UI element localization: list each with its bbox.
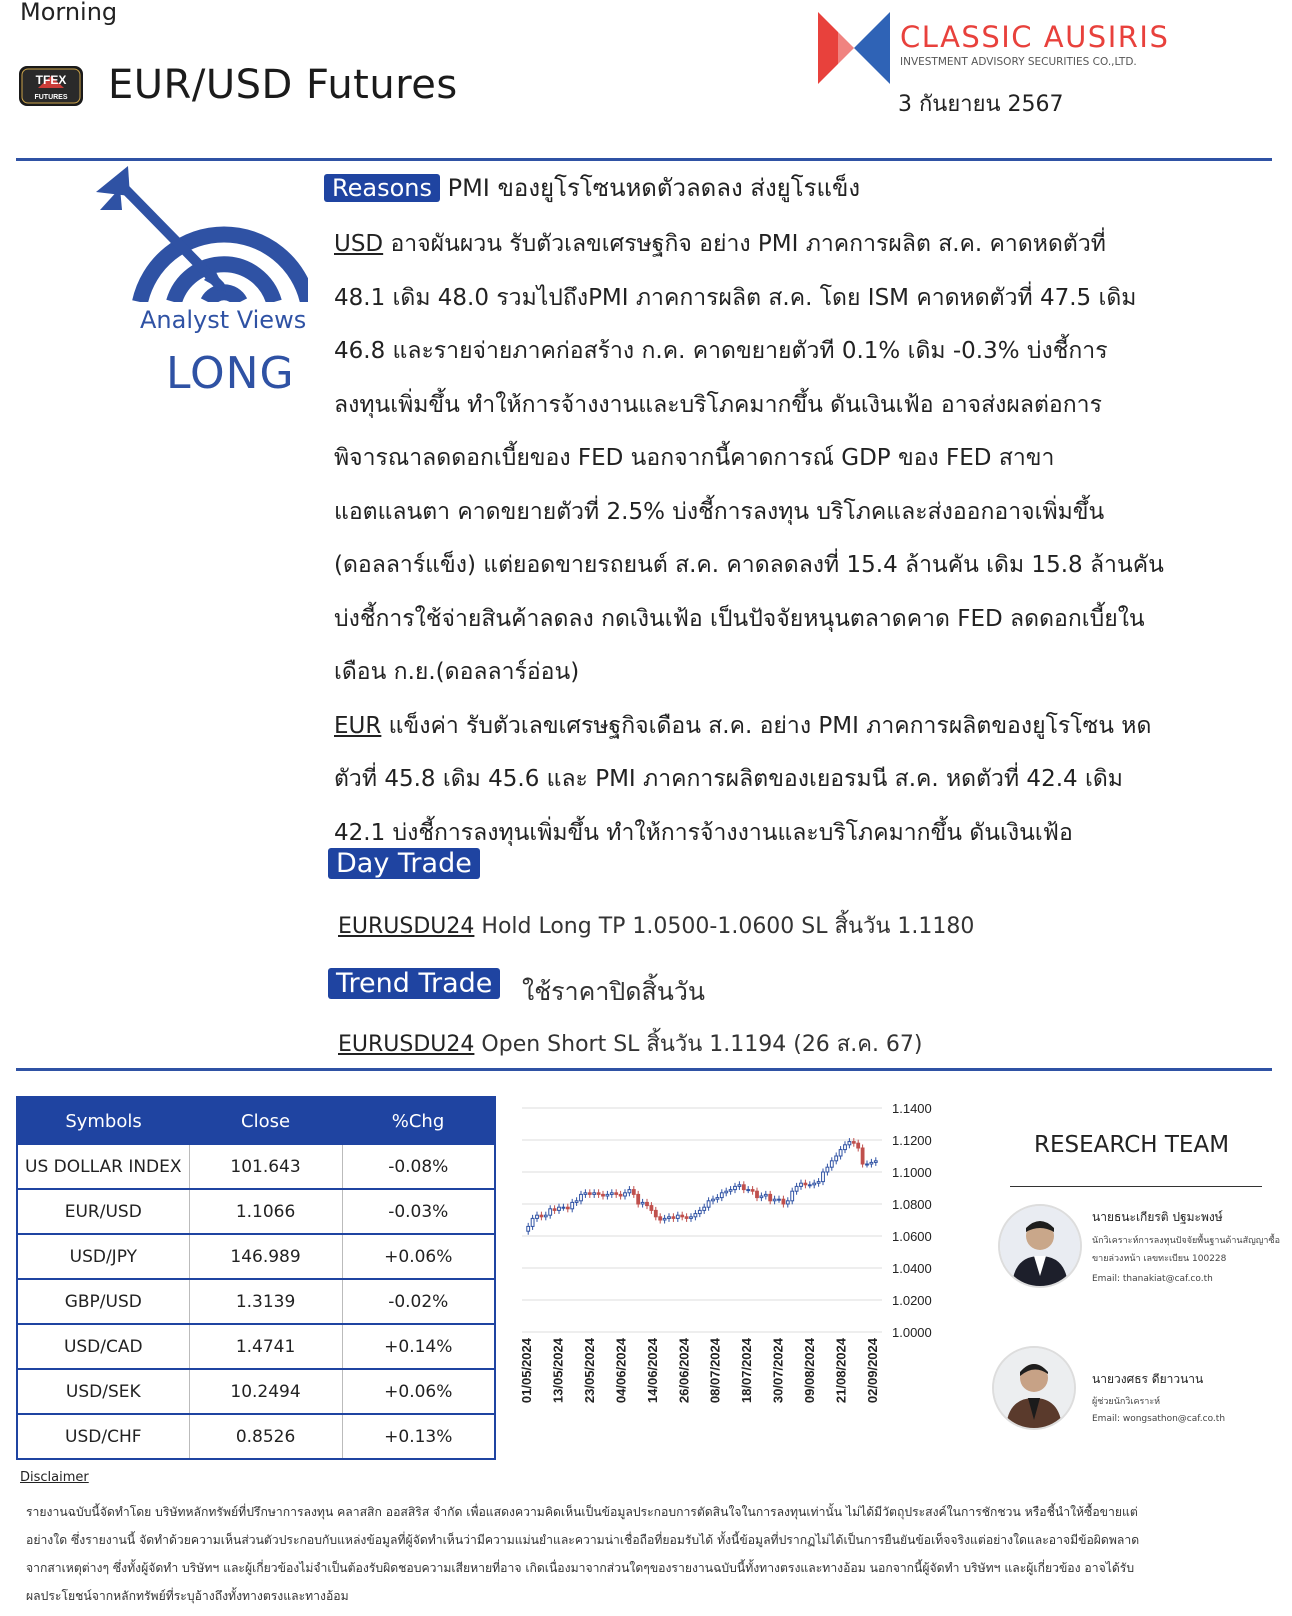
x-tick-label: 01/05/2024 — [519, 1338, 534, 1404]
x-tick-label: 23/05/2024 — [581, 1338, 597, 1404]
candle-body — [597, 1193, 600, 1195]
candle-body — [531, 1218, 534, 1226]
col-symbols: Symbols — [17, 1097, 189, 1145]
analyst-view-value: LONG — [166, 348, 295, 399]
y-tick-label: 1.1000 — [892, 1165, 932, 1180]
candle-body — [725, 1191, 728, 1193]
candle-body — [822, 1172, 825, 1182]
eur-line-text: แข็งค่า รับตัวเลขเศรษฐกิจเดือน ส.ค. อย่าง PMI ภาคการผลิตของยูโรโซน หด — [388, 712, 1152, 739]
symbol-cell: EUR/USD — [17, 1189, 189, 1234]
candle-body — [549, 1209, 552, 1215]
member-1-name: นายธนะเกียรติ ปฐมะพงษ์ — [1092, 1210, 1223, 1224]
candle-body — [663, 1218, 666, 1220]
usd-line-2: 48.1 เดิม 48.0 รวมไปถึงPMI ภาคการผลิต ส.ค. โดย ISM คาดหดตัวที่ 47.5 เดิม — [334, 284, 1137, 311]
candle-body — [874, 1161, 877, 1163]
usd-line-1 — [334, 218, 1254, 272]
candle-body — [637, 1194, 640, 1204]
x-tick-label: 08/07/2024 — [707, 1338, 723, 1404]
close-cell: 101.643 — [189, 1145, 342, 1189]
candle-body — [729, 1190, 732, 1192]
table-row — [17, 1279, 495, 1324]
tfex-logo-sub: FUTURES — [34, 94, 68, 101]
trend-trade-symbol: EURUSDU24 — [338, 1032, 475, 1057]
trend-trade-badge: Trend Trade — [328, 968, 500, 999]
member-2-role: ผู้ช่วยนักวิเคราะห์ — [1092, 1397, 1161, 1407]
candle-body — [584, 1193, 587, 1195]
col-close: Close — [189, 1097, 342, 1145]
candle-body — [540, 1215, 543, 1217]
eur-line-3: 42.1 บ่งชี้การลงทุนเพิ่มขึ้น ทำให้การจ้างงานและบริโภคมากขึ้น ดันเงินเฟ้อ — [334, 819, 1073, 846]
candle-body — [575, 1201, 578, 1203]
candle-body — [668, 1217, 671, 1219]
candle-body — [870, 1162, 873, 1164]
candle-body — [778, 1199, 781, 1200]
candle-body — [742, 1185, 745, 1190]
x-tick-label: 13/05/2024 — [550, 1338, 566, 1404]
candle-body — [734, 1186, 737, 1189]
market-table — [16, 1096, 496, 1460]
disclaimer-text — [26, 1498, 1266, 1610]
candle-body — [826, 1167, 829, 1172]
candle-body — [562, 1207, 565, 1208]
candle-body — [769, 1194, 772, 1200]
avatar — [992, 1346, 1076, 1430]
eurusd-price-chart — [512, 1096, 984, 1436]
analysis-body — [334, 218, 1254, 860]
candle-body — [615, 1193, 618, 1195]
trend-trade-note: ใช้ราคาปิดสิ้นวัน — [522, 977, 705, 1006]
candle-body — [839, 1150, 842, 1156]
page-title: EUR/USD Futures — [108, 62, 458, 108]
candle-body — [857, 1143, 860, 1148]
usd-line-text: อาจผันผวน รับตัวเลขเศรษฐกิจ อย่าง PMI ภาคการผลิต ส.ค. คาดหดตัวที่ — [390, 231, 1106, 257]
close-cell: 1.1066 — [189, 1189, 342, 1234]
symbol-cell: USD/SEK — [17, 1369, 189, 1414]
disclaimer-title: Disclaimer — [20, 1470, 89, 1485]
eur-line-2: ตัวที่ 45.8 เดิม 45.6 และ PMI ภาคการผลิตของเยอรมนี ส.ค. หดตัวที่ 42.4 เดิม — [334, 766, 1123, 792]
reasons-badge: Reasons — [324, 174, 440, 202]
close-cell: 146.989 — [189, 1234, 342, 1279]
candle-body — [527, 1226, 530, 1231]
candle-body — [808, 1185, 811, 1186]
candle-body — [861, 1148, 864, 1164]
brand-subtitle: INVESTMENT ADVISORY SECURITIES CO.,LTD. — [900, 56, 1137, 68]
member-2-email: Email: wongsathon@caf.co.th — [1092, 1414, 1226, 1424]
day-trade-symbol: EURUSDU24 — [338, 914, 475, 939]
usd-line-7: (ดอลลาร์แข็ง) แต่ยอดขายรถยนต์ ส.ค. คาดลดลงที่ 15.4 ล้านคัน เดิม 15.8 ล้านคัน — [334, 552, 1164, 578]
candle-body — [844, 1145, 847, 1150]
candle-body — [866, 1164, 869, 1165]
table-row — [17, 1324, 495, 1369]
x-tick-label: 30/07/2024 — [770, 1338, 786, 1404]
analyst-views-label: Analyst Views — [140, 306, 307, 334]
candle-body — [593, 1193, 596, 1195]
candle-body — [628, 1190, 631, 1193]
candle-body — [694, 1214, 697, 1217]
candle-body — [791, 1191, 794, 1201]
usd-label: USD — [334, 231, 384, 257]
candle-body — [703, 1207, 706, 1210]
member-2-name: นายวงศธร ดียาวนาน — [1092, 1372, 1204, 1386]
trend-trade-recommendation — [338, 1026, 923, 1061]
candle-body — [654, 1210, 657, 1216]
reasons-headline: PMI ของยูโรโซนหดตัวลดลง ส่งยูโรแข็ง — [447, 174, 861, 202]
y-tick-label: 1.1200 — [892, 1133, 932, 1148]
y-tick-label: 1.1400 — [892, 1101, 932, 1116]
y-tick-label: 1.0800 — [892, 1197, 932, 1212]
col-chg: %Chg — [342, 1097, 495, 1145]
x-tick-label: 18/07/2024 — [739, 1338, 755, 1404]
x-tick-label: 02/09/2024 — [865, 1338, 880, 1404]
candle-body — [676, 1215, 679, 1218]
candle-body — [800, 1183, 803, 1186]
day-trade-text: Hold Long TP 1.0500-1.0600 SL สิ้นวัน 1.1180 — [481, 914, 975, 939]
table-row — [17, 1369, 495, 1414]
avatar — [998, 1204, 1082, 1288]
symbol-cell: USD/CAD — [17, 1324, 189, 1369]
day-trade-recommendation — [338, 908, 974, 943]
usd-line-6: แอตแลนตา คาดขยายตัวที่ 2.5% บ่งชี้การลงทุน บริโภคและส่งออกอาจเพิ่มขึ้น — [334, 498, 1105, 525]
candle-body — [751, 1190, 754, 1192]
tfex-logo — [18, 62, 84, 110]
candle-body — [580, 1194, 583, 1200]
research-team-title: RESEARCH TEAM — [1034, 1132, 1230, 1158]
symbol-cell: US DOLLAR INDEX — [17, 1145, 189, 1189]
candle-body — [716, 1198, 719, 1200]
candle-body — [760, 1196, 763, 1198]
candle-body — [641, 1202, 644, 1204]
member-1-role: นักวิเคราะห์การลงทุนปัจจัยพื้นฐานด้านสัญญาซื้อขายล่วงหน้า เลขทะเบียน 100228 — [1092, 1236, 1280, 1264]
candle-body — [835, 1156, 838, 1161]
candle-body — [685, 1217, 688, 1219]
candle-body — [707, 1201, 710, 1207]
chg-cell: +0.13% — [384, 1426, 453, 1447]
candle-body — [712, 1199, 715, 1201]
classic-ausiris-logo — [818, 10, 890, 86]
table-header-row — [17, 1097, 495, 1145]
report-date: 3 กันยายน 2567 — [898, 92, 1064, 117]
disclaimer-line: รายงานฉบับนี้จัดทำโดย บริษัทหลักทรัพย์ที่ปรึกษาการลงทุน คลาสสิก ออสสิริส จำกัด เพื่อแสดงความคิดเห็นเป็นข้อมูลประกอบการตัดสินใจในการลงทุนเท่านั้น ไม่ได้มีวัตถุประสงค์ในการชักชวน หรือชี้นำให้ซื้อขายแต่ — [26, 1505, 1138, 1519]
candle-body — [817, 1182, 820, 1184]
table-row — [17, 1414, 495, 1459]
candle-body — [558, 1207, 561, 1210]
close-cell: 0.8526 — [189, 1414, 342, 1459]
candle-body — [773, 1199, 776, 1201]
candle-body — [795, 1186, 798, 1191]
candle-body — [588, 1193, 591, 1195]
eur-line-1 — [334, 700, 1254, 754]
day-trade-badge: Day Trade — [328, 848, 480, 879]
candle-body — [756, 1191, 759, 1197]
candle-body — [720, 1193, 723, 1198]
candle-body — [566, 1207, 569, 1209]
candle-body — [738, 1185, 741, 1187]
disclaimer-line: ผลประโยชน์จากหลักทรัพย์ที่ระบุอ้างถึงทั้งทางตรงและทางอ้อม — [26, 1589, 349, 1603]
chg-cell: -0.08% — [342, 1145, 495, 1189]
chg-cell: +0.06% — [342, 1369, 495, 1414]
x-tick-label: 26/06/2024 — [676, 1338, 692, 1404]
close-cell: 1.3139 — [189, 1279, 342, 1324]
candle-body — [804, 1183, 807, 1185]
y-tick-label: 1.0000 — [892, 1325, 932, 1340]
candle-body — [786, 1201, 789, 1204]
candle-body — [606, 1194, 609, 1196]
candle-body — [650, 1206, 653, 1211]
candle-body — [813, 1183, 816, 1185]
symbol-cell: USD/JPY — [17, 1234, 189, 1279]
chg-cell: +0.06% — [342, 1234, 495, 1279]
reasons-heading — [324, 168, 860, 207]
candle-body — [681, 1215, 684, 1217]
y-tick-label: 1.0400 — [892, 1261, 932, 1276]
chg-cell: -0.03% — [342, 1189, 495, 1234]
candle-body — [553, 1209, 556, 1211]
candle-body — [782, 1199, 785, 1204]
disclaimer-line: จากสาเหตุต่างๆ ซึ่งทั้งผู้จัดทำ บริษัทฯ และผู้เกี่ยวข้องไม่จำเป็นต้องรับผิดชอบความเสียหายที่อาจ เกิดเนื่องมาจากส่วนใดๆของรายงานฉบับนี้ทั้งทางตรงและทางอ้อม นอกจากนี้ผู้จัดทำ บริษัทฯ และผู้เกี่ยวข้อง อาจได้รับ — [26, 1561, 1135, 1575]
usd-line-3: 46.8 และรายจ่ายภาคก่อสร้าง ก.ค. คาดขยายตัวที 0.1% เดิม -0.3% บ่งชี้การ — [334, 338, 1108, 364]
close-cell: 10.2494 — [189, 1369, 342, 1414]
candle-body — [624, 1193, 627, 1196]
candle-body — [544, 1215, 547, 1217]
candle-body — [602, 1194, 605, 1196]
eur-label: EUR — [334, 712, 382, 739]
section-divider — [16, 1068, 1272, 1071]
table-row — [17, 1145, 495, 1189]
tfex-logo-text: TFEX — [35, 73, 67, 87]
candle-body — [830, 1161, 833, 1167]
target-icon — [96, 162, 308, 302]
symbol-cell: GBP/USD — [17, 1279, 189, 1324]
chg-cell: +0.14% — [342, 1324, 495, 1369]
y-tick-label: 1.0600 — [892, 1229, 932, 1244]
candle-body — [764, 1194, 767, 1196]
x-tick-label: 14/06/2024 — [644, 1338, 660, 1404]
close-cell: 1.4741 — [189, 1324, 342, 1369]
symbol-cell: USD/CHF — [17, 1414, 189, 1459]
usd-line-5: พิจารณาลดดอกเบี้ยของ FED นอกจากนี้คาดการณ์ GDP ของ FED สาขา — [334, 445, 1055, 471]
candle-body — [852, 1142, 855, 1144]
candle-body — [690, 1217, 693, 1219]
brand-name: CLASSIC AUSIRIS — [900, 20, 1170, 54]
candle-body — [610, 1193, 613, 1195]
member-1-email: Email: thanakiat@caf.co.th — [1092, 1274, 1213, 1284]
table-row — [17, 1189, 495, 1234]
candle-body — [619, 1194, 622, 1196]
candle-body — [698, 1210, 701, 1213]
x-tick-label: 04/06/2024 — [613, 1338, 629, 1404]
usd-line-8: บ่งชี้การใช้จ่ายสินค้าลดลง กดเงินเฟ้อ เป็นปัจจัยหนุนตลาดคาด FED ลดดอกเบี้ยใน — [334, 605, 1145, 632]
research-team-divider — [1010, 1186, 1262, 1187]
usd-line-9: เดือน ก.ย.(ดอลลาร์อ่อน) — [334, 659, 580, 685]
x-tick-label: 21/08/2024 — [833, 1338, 849, 1404]
candle-body — [659, 1217, 662, 1220]
trend-trade-text: Open Short SL สิ้นวัน 1.1194 (26 ส.ค. 67) — [481, 1032, 923, 1057]
candle-body — [571, 1202, 574, 1208]
x-tick-label: 09/08/2024 — [802, 1338, 818, 1404]
candle-body — [646, 1202, 649, 1205]
candle-body — [632, 1190, 635, 1195]
chg-cell: -0.02% — [342, 1279, 495, 1324]
table-row — [17, 1234, 495, 1279]
candle-body — [672, 1217, 675, 1219]
chart-svg — [512, 1096, 984, 1436]
candle-body — [536, 1215, 539, 1218]
report-edition-label: Morning — [20, 0, 118, 26]
y-tick-label: 1.0200 — [892, 1293, 932, 1308]
usd-line-4: ลงทุนเพิ่มขึ้น ทำให้การจ้างงานและบริโภคมากขึ้น ดันเงินเฟ้อ อาจส่งผลต่อการ — [334, 391, 1102, 418]
header-divider — [16, 158, 1272, 161]
disclaimer-line: อย่างใด ซึ่งรายงานนี้ จัดทำด้วยความเห็นส่วนตัวประกอบกับแหล่งข้อมูลที่ผู้จัดทำเห็นว่ามีความแม่นยำและความน่าเชื่อถือที่ยอมรับได้ ทั้งนี้ข้อมูลที่ปรากฏไม่ได้เป็นการยืนยันข้อเท็จจริงแต่อย่างใดและอาจมีข้อผิดพลาด — [26, 1533, 1140, 1547]
candle-body — [747, 1190, 750, 1191]
candle-body — [848, 1142, 851, 1145]
